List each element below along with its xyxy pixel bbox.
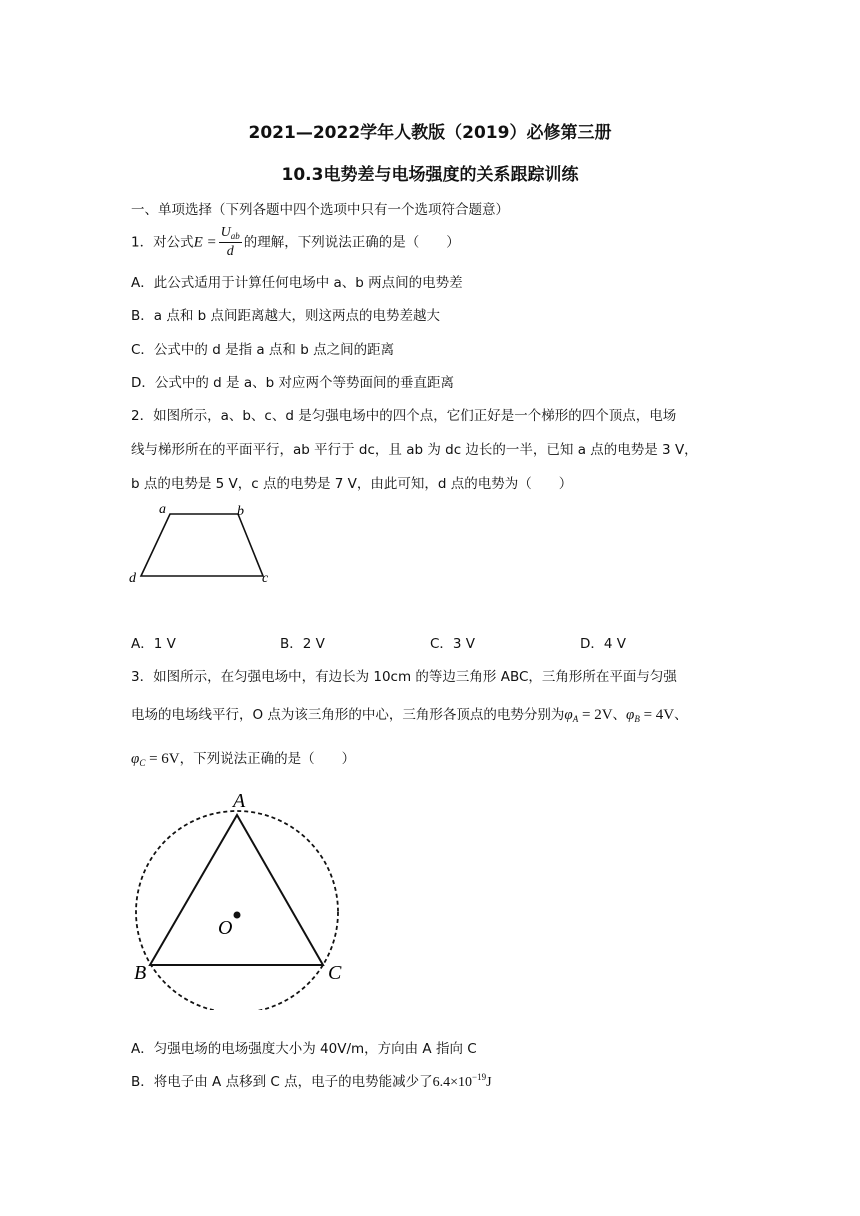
trapezoid-figure <box>125 500 285 592</box>
equilateral-triangle <box>150 815 323 965</box>
section-heading: 一、单项选择（下列各题中四个选项中只有一个选项符合题意） <box>131 202 509 218</box>
q3-option-a: A．匀强电场的电场强度大小为 40V/m，方向由 A 指向 C <box>131 1041 477 1057</box>
q3-option-b <box>131 1070 492 1091</box>
q3-option-b-value: $6.4\times 10^{-19}J$ <box>432 1072 492 1090</box>
q1-option-a: A．此公式适用于计算任何电场中 a、b 两点间的电势差 <box>131 275 463 291</box>
trapezoid-shape <box>141 514 263 576</box>
q1-suffix: 的理解，下列说法正确的是（ ） <box>243 234 460 251</box>
q2-line-1: 2．如图所示，a、b、c、d 是匀强电场中的四个点，它们正好是一个梯形的四个顶点，电场 <box>131 408 677 424</box>
q3-sep-1: 、 <box>612 707 627 723</box>
q1-prefix: 1．对公式 <box>131 234 194 251</box>
q3-line-2-text: 电场的电场线平行，O 点为该三角形的中心，三角形各顶点的电势分别为 <box>131 707 565 723</box>
q1-formula-den: d <box>226 244 234 259</box>
label-b: b <box>237 504 244 519</box>
label-d: d <box>129 571 136 586</box>
label-A: A <box>233 790 246 812</box>
q3-sep-2: 、 <box>674 707 688 723</box>
q3-line-3-suffix: ，下列说法正确的是（ ） <box>179 751 356 767</box>
triangle-figure <box>125 785 355 1010</box>
label-a: a <box>159 502 166 517</box>
label-O: O <box>218 917 233 939</box>
q3-option-b-text: B．将电子由 A 点移到 C 点，电子的电势能减少了 <box>131 1074 433 1090</box>
center-point-o <box>234 912 241 919</box>
phi-c: $\varphi_C = 6V$ <box>131 751 180 768</box>
q1-option-c: C．公式中的 d 是指 a 点和 b 点之间的距离 <box>131 342 395 358</box>
phi-a: $\varphi_A = 2V$ <box>564 707 613 724</box>
q2-option-b: B．2 V <box>280 636 325 652</box>
page-subtitle: 10.3电势差与电场强度的关系跟踪训练 <box>281 165 579 185</box>
q2-line-2: 线与梯形所在的平面平行，ab 平行于 dc，且 ab 为 dc 边长的一半，已知 a 点的电势是 3 V， <box>131 442 698 458</box>
q1-fraction <box>219 226 242 259</box>
q1-formula-num: U <box>220 225 231 240</box>
label-B: B <box>134 962 147 984</box>
label-c: c <box>262 571 269 586</box>
q3-line-1: 3．如图所示，在匀强电场中，有边长为 10cm 的等边三角形 ABC，三角形所在平面与匀强 <box>131 669 677 685</box>
q1-option-b: B．a 点和 b 点间距离越大，则这两点的电势差越大 <box>131 308 440 324</box>
q3-line-2 <box>131 703 688 724</box>
circumscribed-circle <box>136 811 338 1010</box>
q2-line-3: b 点的电势是 5 V，c 点的电势是 7 V，由此可知，d 点的电势为（ ） <box>131 476 573 492</box>
q2-option-c: C．3 V <box>430 636 476 652</box>
q2-option-a: A．1 V <box>131 636 176 652</box>
q3-line-3 <box>131 747 355 768</box>
q1-formula-lhs: E = <box>193 234 217 251</box>
question-1 <box>131 226 460 259</box>
q2-option-d: D．4 V <box>580 636 627 652</box>
phi-b: $\varphi_B = 4V$ <box>626 707 675 724</box>
page-title: 2021—2022学年人教版（2019）必修第三册 <box>248 123 612 143</box>
q1-formula-num-sub: ab <box>230 231 240 241</box>
q1-option-d: D．公式中的 d 是 a、b 对应两个等势面间的垂直距离 <box>131 375 454 391</box>
label-C: C <box>328 962 342 984</box>
